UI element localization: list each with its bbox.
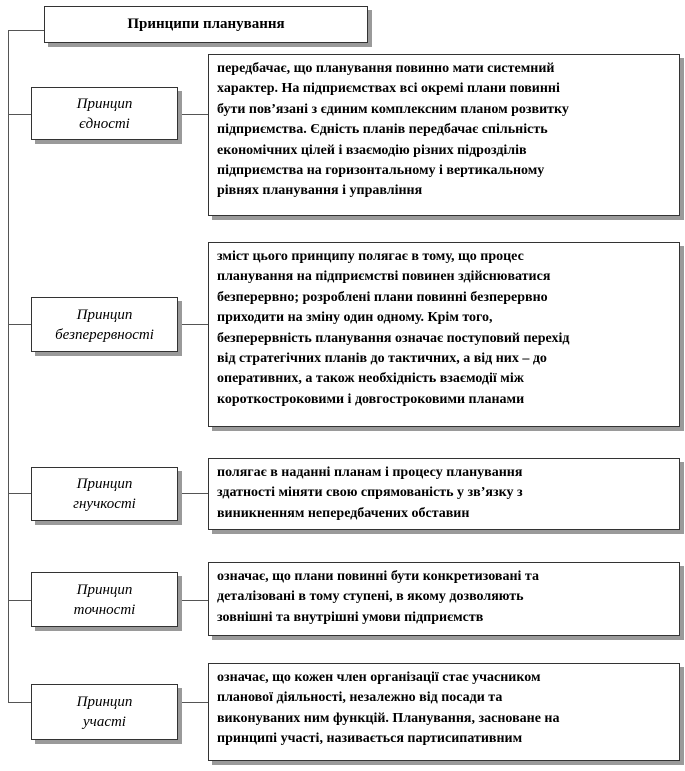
principle-label-participation-line1: Принцип — [76, 694, 133, 710]
trunk-line — [8, 30, 9, 702]
principle-label-continuity-line2: безперервності — [55, 326, 154, 343]
principle-label-accuracy-line2: точності — [73, 601, 136, 618]
branch-connector-3 — [8, 493, 31, 494]
description-accuracy: означає, що плани повинні бути конкретизовані та деталізовані в тому ступені, в якому дозволяють зовнішні та внутрішні умови підприємств — [208, 562, 680, 636]
link-connector-1 — [178, 114, 208, 115]
principle-box-continuity — [31, 297, 178, 352]
title-connector — [8, 30, 44, 31]
diagram-title: Принципи планування — [44, 6, 368, 43]
principle-box-accuracy — [31, 572, 178, 627]
branch-connector-4 — [8, 600, 31, 601]
description-unity: передбачає, що планування повинно мати системний характер. На підприємствах всі окремі плани повинні бути пов’язані з єдиним комплексним планом розвитку підприємства. Єдність планів передбачає спільність економічних цілей і взаємодію різних підрозділів підприємства на горизонтальному і вертикальному рівнях планування і управління — [208, 54, 680, 216]
principle-label-flexibility-line1: Принцип — [76, 476, 133, 492]
principle-label-accuracy-line1: Принцип — [76, 581, 133, 598]
principle-label-unity-line1: Принцип — [76, 95, 133, 112]
branch-connector-5 — [8, 702, 31, 703]
link-connector-3 — [178, 493, 208, 494]
principle-label-unity-line2: єдності — [79, 115, 130, 132]
principle-box-unity — [31, 87, 178, 140]
link-connector-5 — [178, 702, 208, 703]
description-continuity: зміст цього принципу полягає в тому, що процес планування на підприємстві повинен здійснюватися безперервно; розроблені плани повинні безперервно приходити на зміну один одному. Крім того, безперервність планування означає поступовий перехід від стратегічних планів до тактичних, а від них – до оперативних, а також необхідність взаємодії між короткостроковими і довгостроковими планами — [208, 242, 680, 427]
principle-box-participation — [31, 684, 178, 740]
principle-label-participation-line2: участі — [83, 714, 126, 730]
link-connector-4 — [178, 600, 208, 601]
principle-label-continuity-line1: Принцип — [76, 306, 133, 323]
description-flexibility: полягає в наданні планам і процесу планування здатності міняти свою спрямованість у зв’язку з виникненням непередбачених обставин — [208, 458, 680, 530]
branch-connector-1 — [8, 114, 31, 115]
link-connector-2 — [178, 324, 208, 325]
principle-label-flexibility-line2: гнучкості — [73, 496, 136, 512]
branch-connector-2 — [8, 324, 31, 325]
principle-box-flexibility — [31, 467, 178, 521]
description-participation: означає, що кожен член організації стає учасником планової діяльності, незалежно від посади та виконуваних ним функцій. Планування, засноване на принципі участі, називається партисипативним — [208, 663, 680, 761]
